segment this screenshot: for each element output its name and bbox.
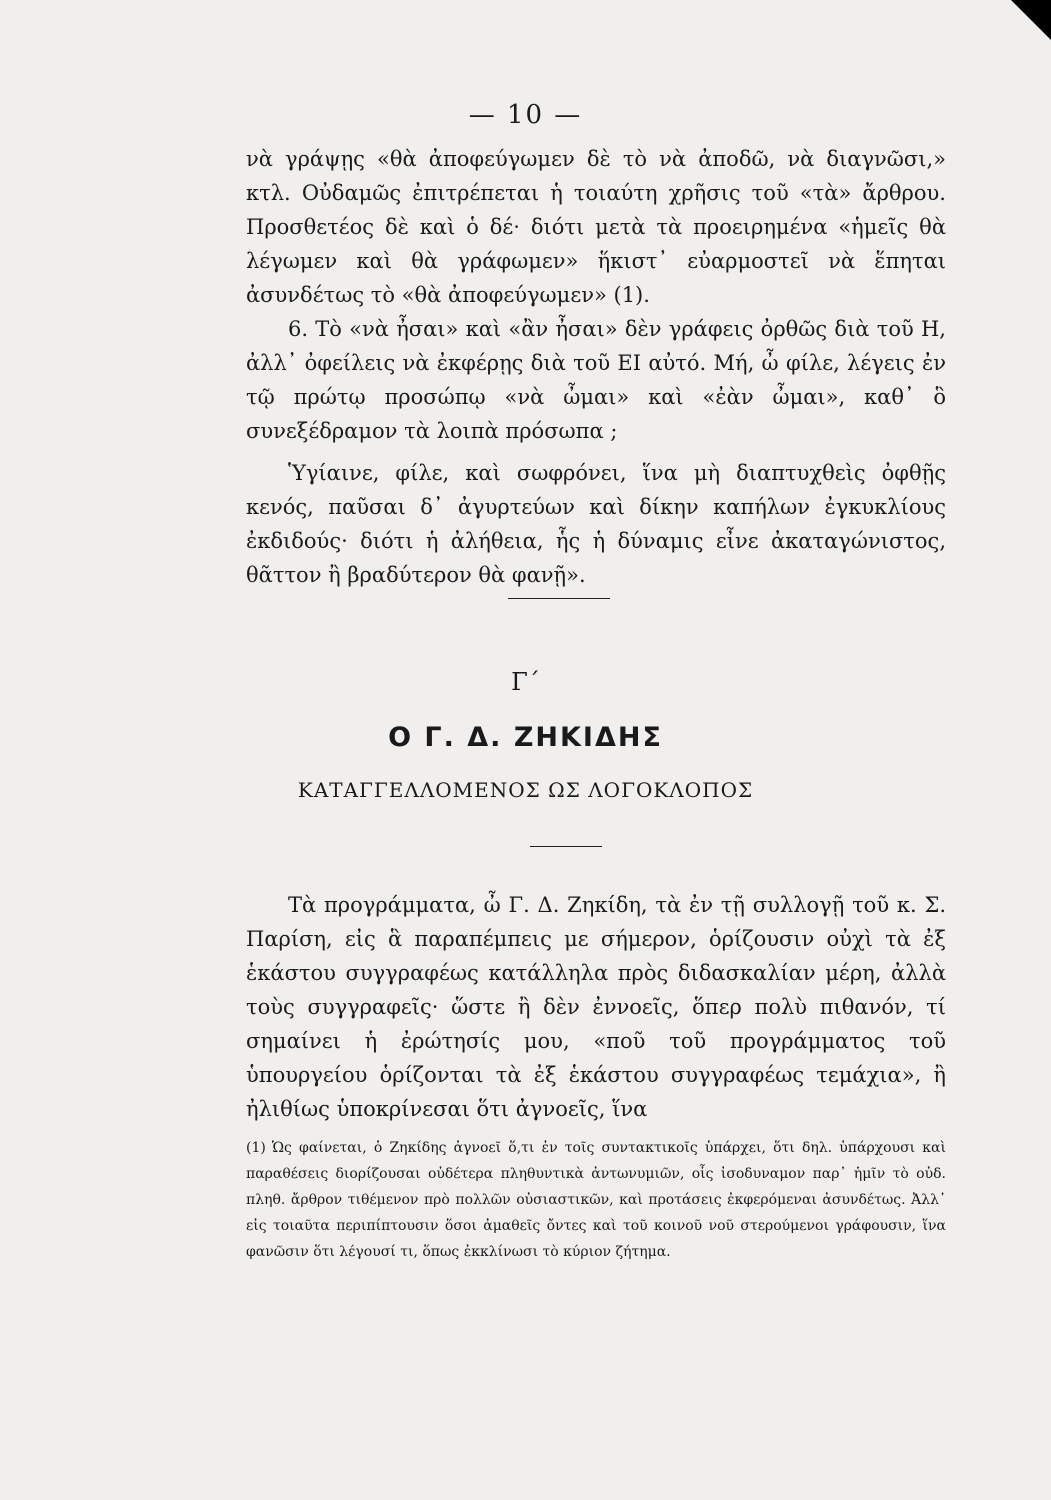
top-text-block	[246, 142, 946, 592]
footnote	[246, 1135, 946, 1265]
paragraph-continuation: νὰ γράψῃς «θὰ ἀποφεύγωμεν δὲ τὸ νὰ ἀποδῶ, νὰ διαγνῶσι,» κτλ. Οὐδαμῶς ἐπιτρέπεται ἡ τοιαύτη χρῆσις τοῦ «τὰ» ἄρθρου. Προσθετέος δὲ καὶ ὁ δέ· διότι μετὰ τὰ προειρημένα «ἡμεῖς θὰ λέγωμεν καὶ θὰ γράφωμεν» ἥκιστ᾽ εὐαρμοστεῖ νὰ ἕπηται ἀσυνδέτως τὸ «θὰ ἀποφεύγωμεν» (1).	[246, 147, 946, 307]
separator-rule-bottom	[530, 846, 602, 847]
body-paragraph: Τὰ προγράμματα, ὦ Γ. Δ. Ζηκίδη, τὰ ἐν τῇ συλλογῇ τοῦ κ. Σ. Παρίση, εἰς ἃ παραπέμπεις με σήμερον, ὁρίζουσιν οὐχὶ τὰ ἐξ ἑκάστου συγγραφέως κατάλληλα πρὸς διδασκαλίαν μέρη, ἀλλὰ τοὺς συγγραφεῖς· ὥστε ἢ δὲν ἐννοεῖς, ὅπερ πολὺ πιθανόν, τί σημαίνει ἡ ἐρώτησίς μου, «ποῦ τοῦ προγράμματος τοῦ ὑπουργείου ὁρίζονται τὰ ἐξ ἑκάστου συγγραφέως τεμάχια», ἢ ἠλιθίως ὑποκρίνεσαι ὅτι ἀγνοεῖς, ἵνα	[246, 893, 946, 1121]
paragraph-6: 6. Τὸ «νὰ ἦσαι» καὶ «ἂν ἦσαι» δὲν γράφεις ὀρθῶς διὰ τοῦ Η, ἀλλ᾽ ὀφείλεις νὰ ἐκφέρῃς διὰ τοῦ ΕΙ αὐτό. Μή, ὦ φίλε, λέγεις ἐν τῷ πρώτῳ προσώπῳ «νὰ ὦμαι» καὶ «ἐὰν ὦμαι», καθ᾽ ὃ συνεξέδραμον τὰ λοιπὰ πρόσωπα ;	[246, 317, 946, 443]
section-subtitle: ΚΑΤΑΓΓΕΛΛΟΜΕΝΟΣ ΩΣ ΛΟΓΟΚΛΟΠΟΣ	[297, 778, 754, 802]
separator-rule-top	[508, 598, 610, 599]
page-number: — 10 —	[468, 100, 583, 130]
footnote-marker: (1)	[246, 1140, 266, 1156]
body-text-block	[246, 888, 946, 1126]
scan-corner	[1011, 0, 1051, 40]
section-mark: Γ´	[511, 668, 540, 696]
paragraph-closing: Ὑγίαινε, φίλε, καὶ σωφρόνει, ἵνα μὴ διαπτυχθεὶς ὀφθῇς κενός, παῦσαι δ᾽ ἀγυρτεύων καὶ δίκην καπήλων ἐγκυκλίους ἐκδιδούς· διότι ἡ ἀλήθεια, ἧς ἡ δύναμις εἶνε ἀκαταγώνιστος, θᾶττον ἢ βραδύτερον θὰ φανῇ».	[246, 461, 946, 587]
footnote-text: Ὡς φαίνεται, ὁ Ζηκίδης ἀγνοεῖ ὅ,τι ἐν τοῖς συντακτικοῖς ὑπάρχει, ὅτι δηλ. ὑπάρχουσι καὶ παραθέσεις διορίζουσαι οὐδέτερα πληθυντικὰ ἀντωνυμιῶν, οἷς ἰσοδυναμον παρ᾽ ἡμῖν τὸ οὐδ. πληθ. ἄρθρον τιθέμενον πρὸ πολλῶν οὐσιαστικῶν, καὶ προτάσεις ἐκφερόμεναι ἀσυνδέτως. Ἀλλ᾽ εἰς τοιαῦτα περιπίπτουσιν ὅσοι ἀμαθεῖς ὄντες καὶ τοῦ κοινοῦ νοῦ στερούμενοι γράφουσιν, ἵνα φανῶσιν ὅτι λέγουσί τι, ὅπως ἐκκλίνωσι τὸ κύριον ζήτημα.	[246, 1140, 946, 1260]
section-title: Ο Γ. Δ. ΖΗΚΙΔΗΣ	[388, 722, 663, 753]
